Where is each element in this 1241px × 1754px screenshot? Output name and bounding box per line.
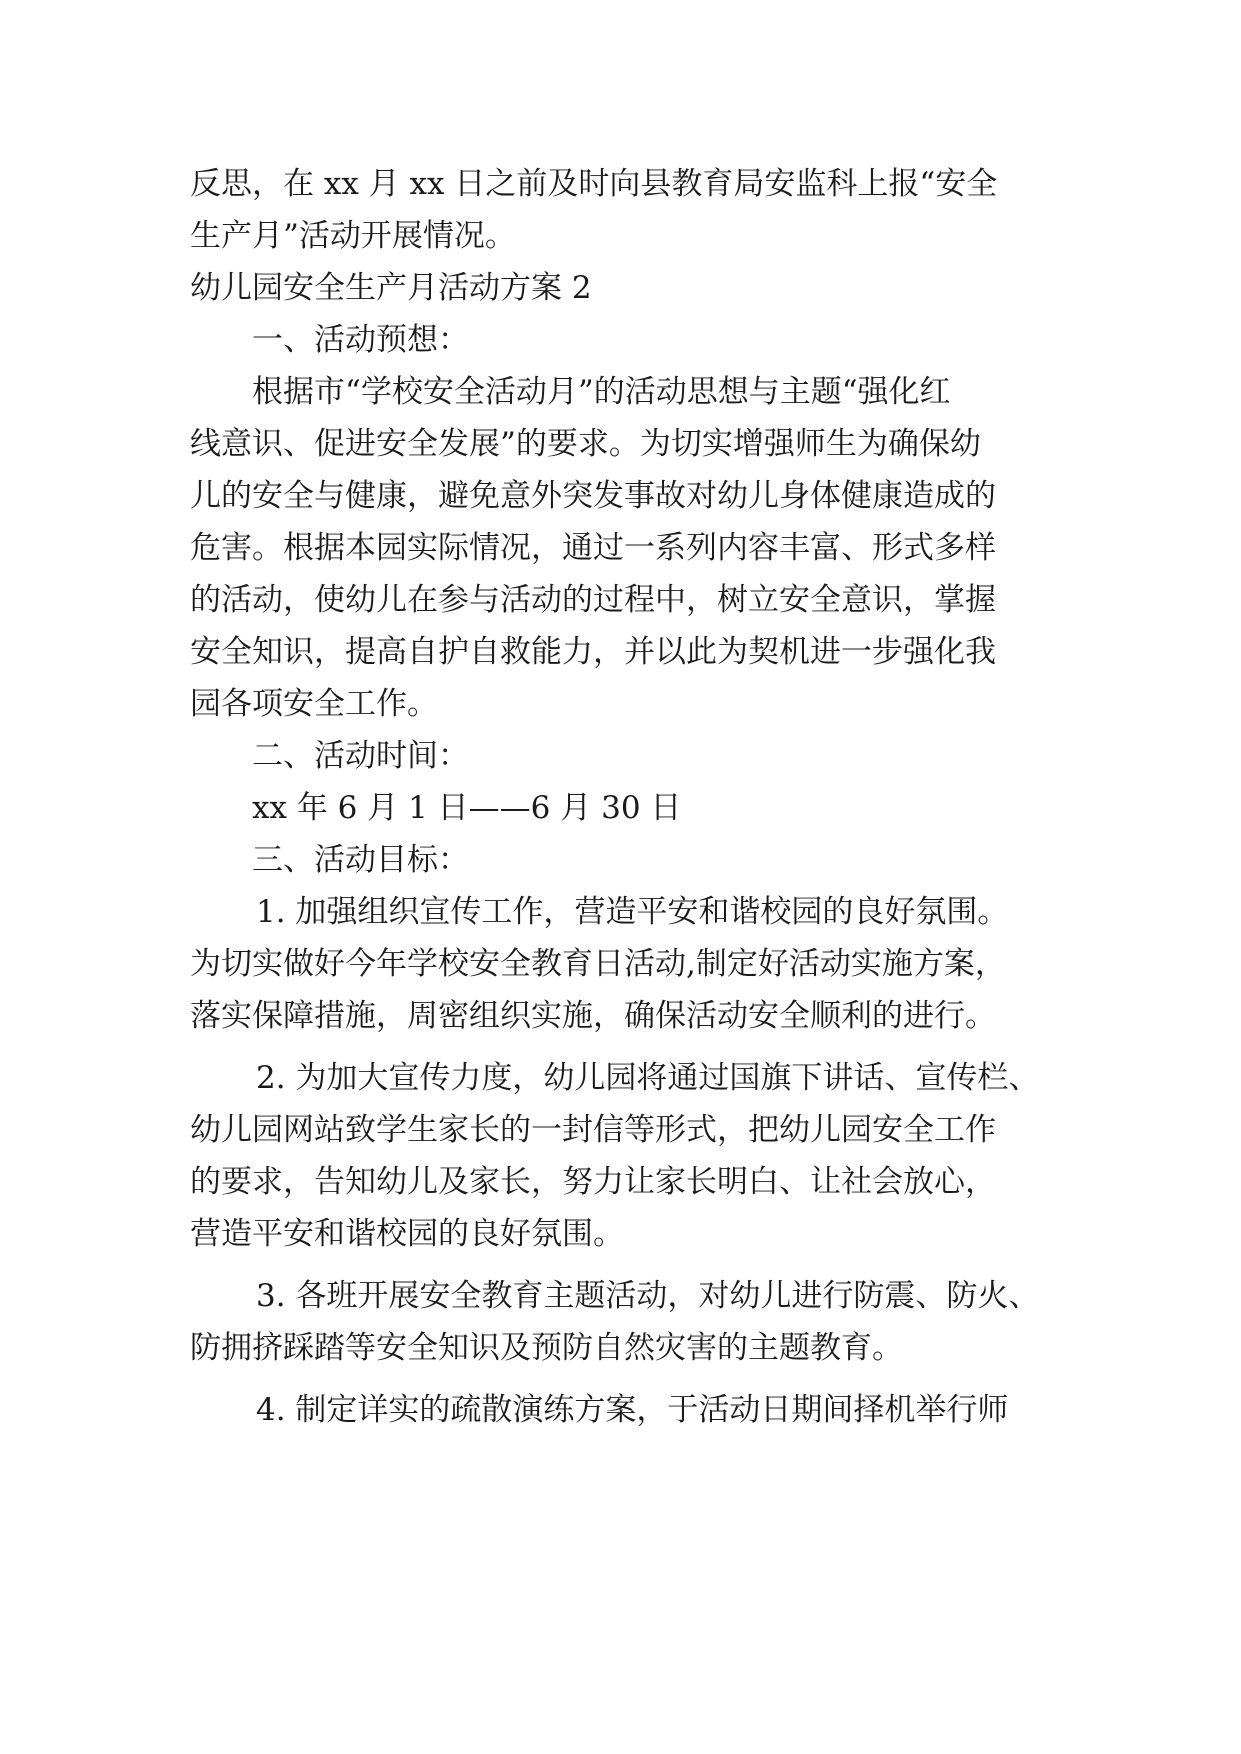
paragraph-line: 的活动，使幼儿在参与活动的过程中，树立安全意识，掌握 [190, 582, 996, 618]
paragraph-line: 反思，在 xx 月 xx 日之前及时向县教育局安监科上报“安全 [190, 166, 998, 202]
document-body [190, 158, 1075, 1436]
paragraph-line: 生产月”活动开展情况。 [190, 218, 516, 254]
paragraph-line: 安全知识，提高自护自救能力，并以此为契机进一步强化我 [190, 634, 996, 670]
paragraph-line: 防拥挤踩踏等安全知识及预防自然灾害的主题教育。 [190, 1330, 903, 1366]
activity-date-range: xx 年 6 月 1 日——6 月 30 日 [252, 790, 682, 826]
paragraph-line: 的要求，告知幼儿及家长，努力让家长明白、让社会放心， [190, 1164, 996, 1200]
paragraph-line: 线意识、促进安全发展”的要求。为切实增强师生为确保幼 [190, 426, 981, 462]
paragraph-line: 危害。根据本园实际情况，通过一系列内容丰富、形式多样 [190, 530, 996, 566]
list-item: 4. 制定详实的疏散演练方案，于活动日期间择机举行师 [256, 1392, 1009, 1428]
heading-activity-goals: 三、活动目标： [252, 842, 469, 878]
paragraph-line: 营造平安和谐校园的良好氛围。 [190, 1216, 624, 1252]
paragraph-line: 为切实做好今年学校安全教育日活动,制定好活动实施方案， [190, 946, 1006, 982]
section-title: 幼儿园安全生产月活动方案 2 [190, 270, 592, 306]
heading-activity-time: 二、活动时间： [252, 738, 469, 774]
paragraph-line: 落实保障措施，周密组织实施，确保活动安全顺利的进行。 [190, 998, 996, 1034]
paragraph-line: 儿的安全与健康，避免意外突发事故对幼儿身体健康造成的 [190, 478, 996, 514]
list-item: 2. 为加大宣传力度，幼儿园将通过国旗下讲话、宣传栏、 [256, 1060, 1040, 1096]
list-item: 3. 各班开展安全教育主题活动，对幼儿进行防震、防火、 [256, 1278, 1040, 1314]
list-item: 1. 加强组织宣传工作，营造平安和谐校园的良好氛围。 [256, 894, 1009, 930]
paragraph-line: 根据市“学校安全活动月”的活动思想与主题“强化红 [252, 374, 951, 410]
heading-activity-concept: 一、活动预想： [252, 322, 469, 358]
paragraph-line: 园各项安全工作。 [190, 686, 438, 722]
paragraph-line: 幼儿园网站致学生家长的一封信等形式，把幼儿园安全工作 [190, 1112, 996, 1148]
